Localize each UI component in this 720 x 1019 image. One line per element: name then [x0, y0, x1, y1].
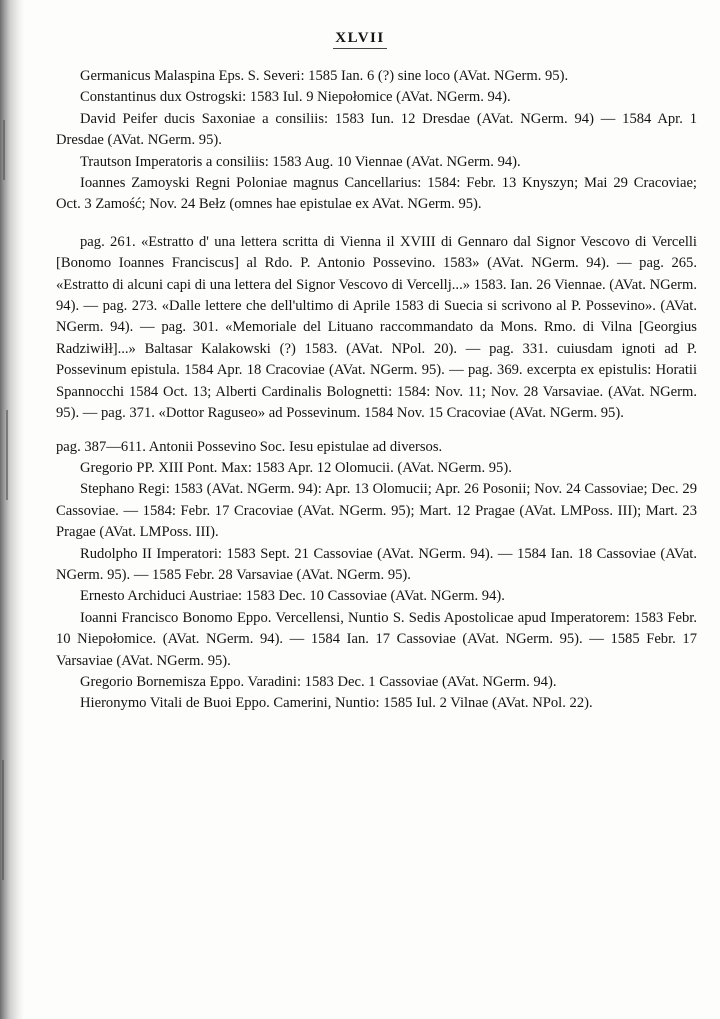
paragraph-ernesto: Ernesto Archiduci Austriae: 1583 Dec. 10 Cassoviae (AVat. NGerm. 94). — [80, 588, 505, 605]
spine-mark — [2, 760, 4, 880]
paragraph-rudolpho: Rudolpho II Imperatori: 1583 Sept. 21 Cassoviae (AVat. NGerm. 94). — 1584 Ian. 18 Cassoviae (AVat. NGerm. 95). — 1585 Febr. 28 Varsaviae (AVat. NGerm. 95). — [56, 545, 697, 583]
paragraph-peifer: David Peifer ducis Saxoniae a consiliis: 1583 Iun. 12 Dresdae (AVat. NGerm. 94) — 1584 Apr. 1 Dresdae (AVat. NGerm. 95). — [56, 110, 697, 149]
page-number-roman: XLVII — [333, 30, 386, 49]
spacer — [56, 425, 697, 437]
spacer — [56, 216, 697, 232]
page-body — [56, 66, 697, 715]
paragraph-malaspina: Germanicus Malaspina Eps. S. Severi: 1585 Ian. 6 (?) sine loco (AVat. NGerm. 95). — [80, 68, 569, 84]
spine-mark — [6, 410, 8, 500]
paragraph-zamoyski: Ioannes Zamoyski Regni Poloniae magnus Cancellarius: 1584: Febr. 13 Knyszyn; Mai 29 Cracoviae; Oct. 3 Zamość; Nov. 24 Bełz (omnes hae epistulae ex AVat. NGerm. 95). — [56, 175, 697, 213]
page-header — [0, 29, 720, 47]
paragraph-ostrogski: Constantinus dux Ostrogski: 1583 Iul. 9 Niepołomice (AVat. NGerm. 94). — [80, 89, 511, 106]
paragraph-bornemisza: Gregorio Bornemisza Eppo. Varadini: 1583 Dec. 1 Cassoviae (AVat. NGerm. 94). — [80, 673, 557, 690]
paragraph-pag-261: pag. 261. «Estratto d' una lettera scritta di Vienna il XVIII di Gennaro dal Signor Vescovo di Vercelli [Bonomo Ioannes Franciscus] al Rdo. P. Antonio Possevino. 1583» (AVat. NGerm. 94). — pag. 265. «Estratto di alcuni capi di una lettera del Signor Vescovo di Vercellj...» 1583. Ian. 26 Viennae. (AVat. NGerm. 94). — pag. 273. «Dalle lettere che dell'ultimo di Aprile 1583 di Suecia si scrivono al P. Possevino». (AVat. NGerm. 94). — pag. 301. «Memoriale del Lituano raccommandato da Mons. Rmo. di Vilna [Georgius Radziwiłł]...» Baltasar Kalakowski (?) 1583. (AVat. NPol. 20). — pag. 331. cuiusdam ignoti ad P. Possevinum epistula. 1584 Apr. 18 Cracoviae (AVat. NGerm. 95). — pag. 369. excerpta ex epistulis: Horatii Spannocchi 1584 Oct. 13; Alberti Cardinalis Bolognetti: 1584: Nov. 11; Nov. 28 Varsaviae. (AVat. NGerm. 95). — pag. 371. «Dottor Raguseo» ad Possevinum. 1584 Nov. 15 Cracoviae (AVat. NGerm. 95). — [56, 233, 697, 422]
spine-mark — [3, 120, 5, 180]
paragraph-gregorio-xiii: Gregorio PP. XIII Pont. Max: 1583 Apr. 12 Olomucii. (AVat. NGerm. 95). — [80, 459, 512, 476]
paragraph-pag-387: pag. 387—611. Antonii Possevino Soc. Iesu epistulae ad diversos. — [56, 438, 443, 455]
paragraph-stephano: Stephano Regi: 1583 (AVat. NGerm. 94): Apr. 13 Olomucii; Apr. 26 Posonii; Nov. 24 Cassoviae; Dec. 29 Cassoviae. — 1584: Febr. 17 Cracoviae (AVat. NGerm. 95); Mart. 12 Pragae (AVat. LMPoss. III); Mart. 23 Pragae (AVat. LMPoss. III). — [56, 481, 697, 541]
paragraph-trautson: Trautson Imperatoris a consiliis: 1583 Aug. 10 Viennae (AVat. NGerm. 94). — [80, 153, 521, 170]
paragraph-vitali: Hieronymo Vitali de Buoi Eppo. Camerini, Nuntio: 1585 Iul. 2 Vilnae (AVat. NPol. 22). — [80, 695, 593, 712]
paragraph-bonomo: Ioanni Francisco Bonomo Eppo. Vercellensi, Nuntio S. Sedis Apostolicae apud Imperatorem: 1583 Febr. 10 Niepołomice. (AVat. NGerm. 94). — 1584 Ian. 17 Cassoviae (AVat. NGerm. 95). — 1585 Febr. 17 Varsaviae (AVat. NGerm. 95). — [56, 609, 697, 669]
